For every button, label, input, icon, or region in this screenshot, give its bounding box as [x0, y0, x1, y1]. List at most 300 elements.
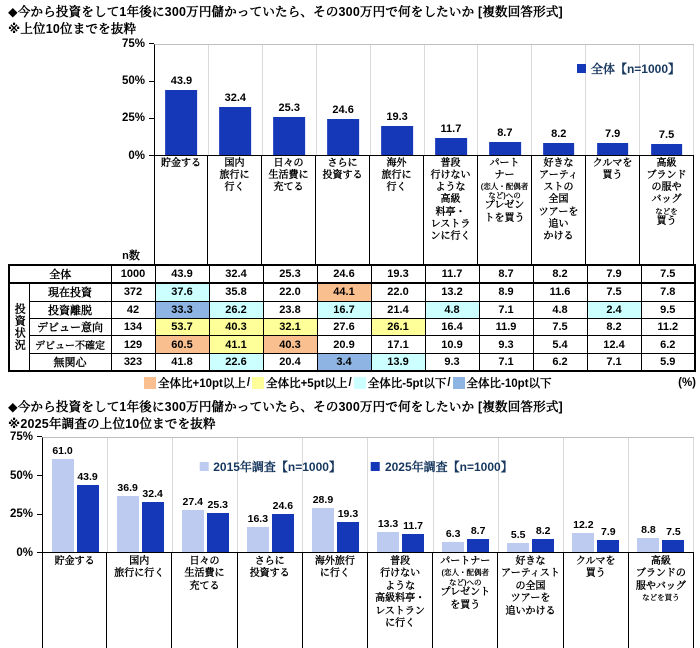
data-cell: 8.7 [479, 265, 533, 283]
category-label-line: ような [385, 580, 416, 592]
category-label [208, 156, 262, 264]
bar-with-label [272, 500, 294, 552]
data-cell: 16.7 [317, 301, 371, 318]
data-cell: 11.7 [425, 265, 479, 283]
bar-value-label: 8.7 [470, 524, 486, 537]
category-row-spacer [8, 156, 154, 264]
data-cell: 35.8 [209, 283, 263, 301]
bar [219, 107, 251, 155]
y-axis-tick-label: 75% [9, 430, 33, 443]
y-axis-tick-label: 75% [121, 37, 145, 50]
data-cell: 20.9 [317, 336, 371, 353]
category-label-line: 日々の [189, 555, 220, 567]
category-label-line: を買う [450, 599, 481, 611]
chart-group-column [303, 438, 368, 552]
chart-group-column [499, 438, 564, 552]
category-label-line: ブランドの [635, 568, 686, 580]
chart-column [371, 45, 425, 155]
data-cell: 16.4 [425, 318, 479, 335]
bar-value-label: 8.2 [551, 127, 567, 140]
data-cell: 5.9 [641, 353, 695, 371]
bottom-chart-plot-area [42, 437, 694, 553]
table-color-legend: 全体比+10pt以上 / 全体比+5pt以上 / 全体比-5pt以下 / 全体比-10pt以下 (%) [8, 375, 696, 391]
legend-threshold-label: 全体比-10pt以下 [466, 378, 552, 391]
bar-value-label: 36.9 [117, 481, 138, 494]
bar [77, 485, 99, 552]
category-label-line: 旅行に [219, 169, 250, 181]
data-cell: 7.5 [641, 265, 695, 283]
chart-group-column [564, 438, 629, 552]
category-label-line: 国内 [224, 157, 245, 169]
bar [166, 90, 198, 155]
data-cell: 60.5 [155, 336, 209, 353]
data-cell: 7.5 [587, 283, 641, 301]
data-cell: 41.8 [155, 353, 209, 371]
category-label-line: 日々の [273, 157, 304, 169]
bar [489, 142, 521, 155]
category-label-line: に行く [319, 568, 350, 580]
overall-bar-chart [8, 37, 694, 162]
category-label-line: などを買う [642, 593, 680, 603]
table-row [9, 336, 695, 353]
bar-with-label [312, 494, 334, 552]
legend-label: 2025年調査【n=1000】 [384, 459, 513, 474]
category-label [424, 156, 478, 264]
category-label [107, 553, 172, 648]
data-cell: 44.1 [317, 283, 371, 301]
bar-value-label: 61.0 [52, 444, 73, 457]
category-label-line: 買う [656, 215, 677, 227]
category-label-line: ツアーを [510, 593, 551, 605]
n-value-cell: 129 [111, 336, 155, 353]
bar [273, 117, 305, 154]
data-cell: 11.6 [533, 283, 587, 301]
table-row [9, 301, 695, 318]
legend-swatch-Y [252, 377, 264, 389]
data-cell: 8.9 [479, 283, 533, 301]
category-label-line: 追い [548, 218, 569, 230]
legend-threshold-label: 全体比-5pt以下 [367, 378, 447, 391]
category-label [154, 156, 208, 264]
category-label-line: など)への [449, 577, 482, 587]
bar-with-label [662, 526, 684, 551]
data-cell: 12.4 [587, 336, 641, 353]
category-label-line: ブランド [646, 169, 687, 181]
bar [543, 143, 575, 155]
data-cell: 22.0 [263, 283, 317, 301]
table-row [9, 353, 695, 371]
data-cell: 23.8 [263, 301, 317, 318]
legend-item [371, 458, 513, 475]
top-chart-plot-area [154, 44, 694, 156]
data-cell: 5.4 [533, 336, 587, 353]
top-title-line2: ※上位10位までを抜粋 [8, 21, 137, 36]
category-label [640, 156, 694, 264]
category-label-line: 投資する [322, 169, 363, 181]
bar-with-label [52, 445, 74, 552]
bar [637, 538, 659, 551]
data-cell: 32.1 [263, 318, 317, 335]
bar-value-label: 43.9 [170, 75, 193, 88]
n-value-cell: 134 [111, 318, 155, 335]
chart-column [155, 45, 209, 155]
legend-swatch [199, 462, 208, 471]
data-cell: 24.6 [317, 265, 371, 283]
crosstab-table-element [8, 264, 696, 372]
bar [402, 534, 424, 552]
y-axis-tick-label: 25% [121, 112, 145, 125]
bar-with-label [442, 528, 464, 552]
y-axis [8, 430, 42, 559]
top-chart-legend [577, 60, 680, 77]
data-cell: 7.8 [641, 283, 695, 301]
bar-value-label: 13.3 [377, 517, 399, 530]
bar-value-label: 5.5 [510, 529, 526, 542]
bar [377, 532, 399, 552]
bar-value-label: 43.9 [77, 470, 98, 483]
bar-with-label [532, 525, 554, 552]
bar-value-label: 8.7 [497, 126, 513, 139]
category-label-line: 貯金する [161, 157, 201, 169]
bar-with-label [377, 518, 399, 552]
legend-swatch-B [453, 377, 465, 389]
category-label-line: 普段 [390, 555, 411, 567]
bottom-title-line1: ◆今から投資をして1年後に300万円儲かっていたら、その300万円で何をしたいか [複数回答形式] [8, 400, 563, 415]
category-label-line: かける [543, 230, 574, 242]
bar [272, 514, 294, 552]
data-cell: 40.3 [263, 336, 317, 353]
table-row [9, 283, 695, 301]
data-cell: 17.1 [371, 336, 425, 353]
bar-with-label [507, 529, 529, 551]
chart-group-column [238, 438, 303, 552]
category-label-line: アーティ [539, 169, 578, 181]
bar [327, 119, 359, 155]
bar [337, 522, 359, 551]
bar [532, 539, 554, 552]
category-label-line: アーティスト [501, 568, 560, 580]
data-cell: 19.3 [371, 265, 425, 283]
data-cell: 6.2 [641, 336, 695, 353]
category-label-line: 充てる [273, 182, 304, 194]
category-label-line: 高級 [650, 555, 671, 567]
bar-with-label [182, 496, 204, 552]
category-label-line: の全国 [515, 580, 546, 592]
legend-swatch-O [144, 377, 156, 389]
data-cell: 6.2 [533, 353, 587, 371]
bar-with-label [77, 471, 99, 552]
bar-with-label [402, 520, 424, 552]
data-cell: 21.4 [371, 301, 425, 318]
category-label-line: 買う [585, 568, 606, 580]
bottom-title-line2: ※2025年調査の上位10位までを抜粋 [8, 416, 216, 431]
bar [467, 539, 489, 552]
n-column-header: n数 [122, 249, 140, 262]
bar-with-label [572, 519, 594, 552]
bar-value-label: 28.9 [312, 493, 334, 506]
category-label-line: トを買う [484, 212, 525, 224]
category-label-line: 行く [386, 182, 407, 194]
bar-value-label: 8.8 [641, 524, 656, 537]
row-label: デビュー不確定 [29, 336, 111, 353]
data-cell: 7.5 [533, 318, 587, 335]
row-label: 無関心 [29, 353, 111, 371]
bar-value-label: 7.9 [604, 128, 621, 141]
comparison-bar-chart [8, 430, 694, 559]
n-value-cell: 1000 [111, 265, 155, 283]
chart-column [317, 45, 371, 155]
bar [435, 138, 467, 155]
row-label-total: 全体 [9, 265, 111, 283]
legend-swatch-total [577, 64, 586, 73]
bar-with-label [117, 482, 139, 552]
category-label-line: ナー [494, 169, 515, 181]
data-cell: 53.7 [155, 318, 209, 335]
bar-value-label: 32.4 [142, 488, 163, 501]
data-cell: 41.1 [209, 336, 263, 353]
data-cell: 2.4 [587, 301, 641, 318]
category-label-line: 服やバッグ [635, 580, 686, 592]
row-group-label: 投資状況 [9, 283, 29, 371]
category-label [478, 156, 532, 264]
category-label [433, 553, 498, 648]
bar-with-label [247, 513, 269, 552]
category-label-line: さらに [254, 555, 285, 567]
y-axis-tick-label: 0% [128, 149, 145, 162]
category-label [498, 553, 563, 648]
category-label-line: 生活費に [268, 169, 309, 181]
bar-with-label [142, 488, 164, 551]
category-label-line: ストの [543, 182, 574, 194]
bottom-section-title [8, 399, 694, 433]
bar-value-label: 11.7 [440, 122, 462, 135]
data-cell: 20.4 [263, 353, 317, 371]
category-label-line: 追いかける [505, 605, 556, 617]
row-label: 現在投資 [29, 283, 111, 301]
bar-with-label [207, 499, 229, 552]
category-label-line: ンに行く [430, 230, 471, 242]
category-label-line: 高級 [656, 157, 677, 169]
category-label-line: 行けない [380, 568, 421, 580]
bar [207, 513, 229, 552]
bar-value-label: 7.5 [666, 526, 681, 539]
bar [142, 502, 164, 551]
percent-unit-label: (%) [678, 377, 696, 390]
category-label-line: (恋人・配偶者 [441, 568, 490, 578]
data-cell: 7.9 [587, 265, 641, 283]
chart-column [425, 45, 479, 155]
y-axis [8, 37, 154, 162]
bar-value-label: 27.4 [182, 496, 203, 509]
bar [182, 510, 204, 552]
category-label-line: (恋人・配偶者 [480, 182, 529, 192]
bar-value-label: 19.3 [337, 508, 359, 521]
bottom-chart-legend [199, 458, 512, 475]
category-label-line: プレゼン [484, 200, 525, 212]
category-label-line: 料亭・ [435, 206, 466, 218]
category-label-line: の服や [651, 182, 682, 194]
category-label-line: 生活費に [184, 568, 225, 580]
data-cell: 7.1 [479, 353, 533, 371]
bar [117, 496, 139, 552]
category-label [42, 553, 107, 648]
bar [247, 527, 269, 552]
bar-value-label: 7.9 [601, 525, 616, 538]
category-label-line: プレゼント [440, 587, 491, 599]
category-label-line: クルマを [575, 555, 616, 567]
bar [507, 543, 529, 551]
category-label-line: などを [655, 206, 678, 216]
data-cell: 26.2 [209, 301, 263, 318]
category-label [586, 156, 640, 264]
category-label [316, 156, 370, 264]
data-cell: 9.5 [641, 301, 695, 318]
category-label-line: など)への [488, 191, 521, 201]
data-cell: 25.3 [263, 265, 317, 283]
data-cell: 11.9 [479, 318, 533, 335]
bar-with-label [467, 525, 489, 552]
data-cell: 22.6 [209, 353, 263, 371]
category-label [238, 553, 303, 648]
category-label-line: ツアーを [538, 206, 579, 218]
data-cell: 8.2 [587, 318, 641, 335]
bar [662, 540, 684, 551]
category-row-spacer [8, 553, 42, 648]
data-cell: 9.3 [425, 353, 479, 371]
category-label-line: 高級料亭・ [375, 593, 426, 605]
n-value-cell: 372 [111, 283, 155, 301]
category-label-line: 旅行に [381, 169, 412, 181]
category-label-line: 海外 [386, 157, 407, 169]
category-label-line: 全国 [548, 194, 569, 206]
bar [597, 143, 629, 155]
bar [651, 144, 683, 155]
bar-value-label: 8.2 [535, 525, 551, 538]
data-cell: 13.9 [371, 353, 425, 371]
category-label [262, 156, 316, 264]
chart-group-column [434, 438, 499, 552]
data-cell: 4.8 [533, 301, 587, 318]
legend-swatch [371, 462, 380, 471]
bar-value-label: 11.7 [403, 519, 423, 532]
bar-value-label: 7.5 [658, 128, 675, 141]
row-label: 投資離脱 [29, 301, 111, 318]
chart-column [263, 45, 317, 155]
chart-column [209, 45, 263, 155]
row-label: デビュー意向 [29, 318, 111, 335]
legend-label: 2015年調査【n=1000】 [213, 459, 341, 474]
legend-label-total: 全体【n=1000】 [590, 61, 680, 76]
n-value-cell: 323 [111, 353, 155, 371]
chart-group-column [173, 438, 238, 552]
category-label-line: 海外旅行 [314, 555, 355, 567]
bar [52, 459, 74, 552]
y-axis-tick-label: 50% [121, 75, 145, 88]
legend-item [199, 458, 341, 475]
crosstab-table [8, 264, 694, 372]
chart-group-column [108, 438, 173, 552]
bar-with-label [597, 526, 619, 552]
bar-value-label: 12.2 [573, 519, 594, 532]
category-label-line: パート [489, 157, 520, 169]
category-label-line: レストラ [430, 218, 471, 230]
bar-with-label [637, 524, 659, 551]
data-cell: 40.3 [209, 318, 263, 335]
bar-value-label: 16.3 [247, 512, 269, 525]
data-cell: 37.6 [155, 283, 209, 301]
category-label-line: 国内 [129, 555, 150, 567]
category-label-line: 普段 [440, 157, 461, 169]
bar [381, 126, 413, 154]
bar-value-label: 24.6 [332, 103, 354, 116]
legend-threshold-label: 全体比+5pt以上 [266, 378, 348, 391]
category-label-line: バッグ [651, 194, 682, 206]
data-cell: 7.1 [479, 301, 533, 318]
category-label [370, 156, 424, 264]
data-cell: 33.3 [155, 301, 209, 318]
category-label-line: 充てる [189, 580, 220, 592]
bar [572, 533, 594, 552]
bar-value-label: 19.3 [386, 111, 408, 124]
data-cell: 43.9 [155, 265, 209, 283]
category-label-line: 行けない [430, 169, 471, 181]
category-label-line: ような [435, 182, 466, 194]
bar-value-label: 25.3 [278, 102, 300, 115]
data-cell: 11.2 [641, 318, 695, 335]
data-cell: 13.2 [425, 283, 479, 301]
chart-group-column [368, 438, 433, 552]
bar-value-label: 25.3 [207, 499, 228, 512]
category-label-line: パートナー [440, 555, 491, 567]
data-cell: 10.9 [425, 336, 479, 353]
category-label [532, 156, 586, 264]
bar-value-label: 24.6 [272, 500, 294, 513]
category-label-line: 買う [602, 169, 623, 181]
category-label [172, 553, 237, 648]
category-label-line: 投資する [249, 568, 290, 580]
category-label-line: レストラン [375, 605, 425, 617]
data-cell: 7.1 [587, 353, 641, 371]
top-chart-category-header-row [8, 156, 694, 264]
chart-group-column [629, 438, 694, 552]
data-cell: 32.4 [209, 265, 263, 283]
category-label-line: 行く [224, 182, 245, 194]
top-section-title [8, 4, 694, 38]
y-axis-tick-label: 50% [9, 469, 33, 482]
category-label-line: 高級 [440, 194, 461, 206]
bar [597, 540, 619, 552]
category-label [368, 553, 433, 648]
category-label-line: クルマを [592, 157, 633, 169]
chart-group-column [43, 438, 108, 552]
category-label-line: さらに [327, 157, 358, 169]
table-row [9, 265, 695, 283]
category-label-line: 好きな [515, 555, 546, 567]
table-row [9, 318, 695, 335]
data-cell: 27.6 [317, 318, 371, 335]
bar [312, 508, 334, 552]
top-title-line1: ◆今から投資をして1年後に300万円儲かっていたら、その300万円で何をしたいか [複数回答形式] [8, 5, 563, 19]
bar [442, 542, 464, 552]
data-cell: 4.8 [425, 301, 479, 318]
category-label-line: に行く [385, 618, 416, 630]
bar-value-label: 6.3 [445, 528, 461, 541]
bottom-chart-category-header-row [8, 553, 694, 648]
category-label-line: 貯金する [54, 555, 95, 567]
n-value-cell: 42 [111, 301, 155, 318]
data-cell: 8.2 [533, 265, 587, 283]
category-label [303, 553, 368, 648]
